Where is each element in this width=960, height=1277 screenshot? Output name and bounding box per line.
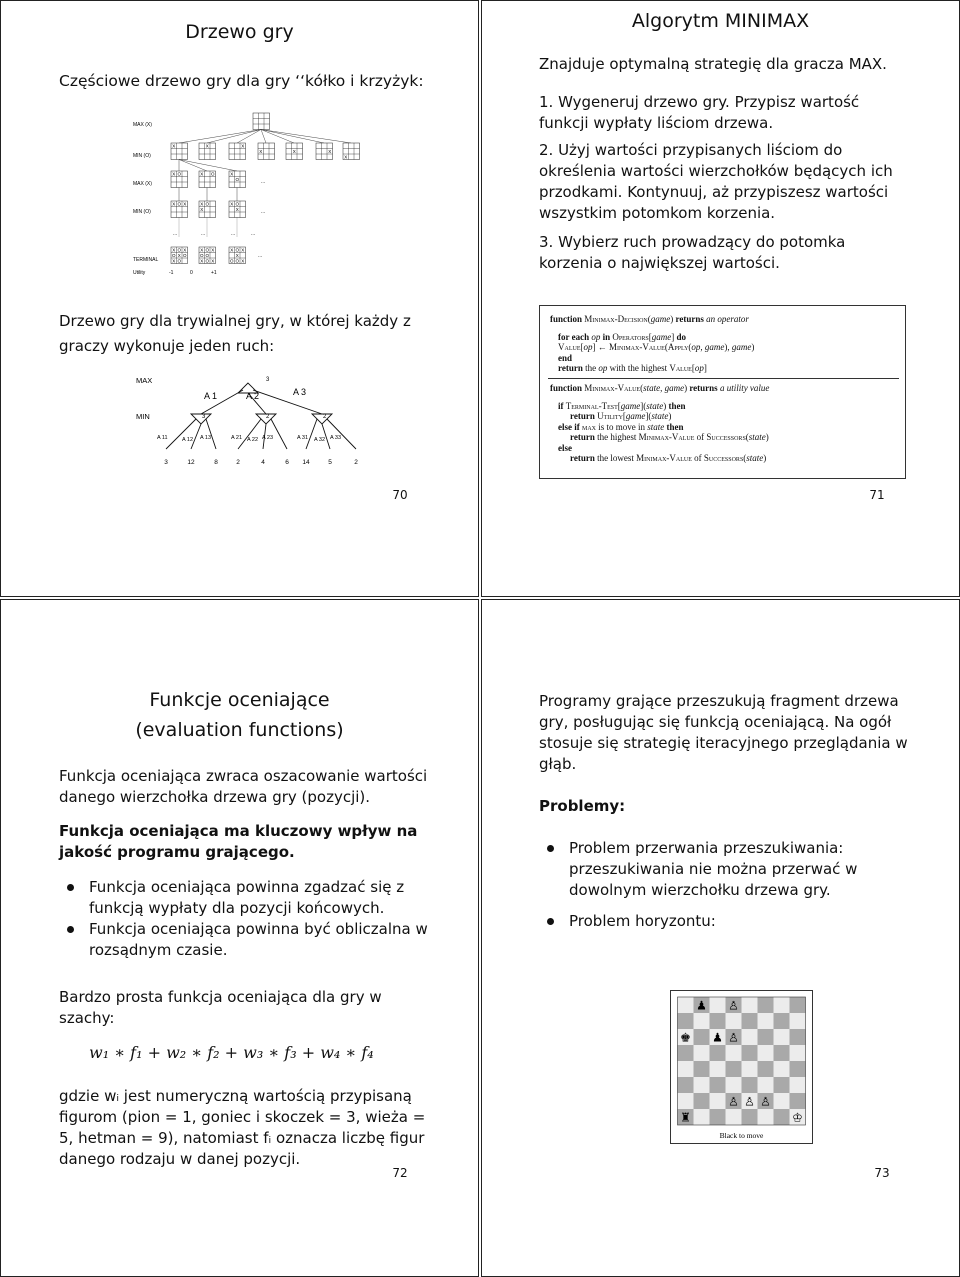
o-mark: O xyxy=(235,247,240,253)
board-square xyxy=(726,1045,742,1061)
board-square xyxy=(758,1077,774,1093)
x-mark: X xyxy=(200,201,204,207)
slide-title: Drzewo gry xyxy=(185,21,294,43)
white-king-icon: ♔ xyxy=(792,1110,803,1125)
board-square xyxy=(758,1029,774,1045)
list-item: Funkcja oceniająca powinna zgadzać się z funkcją wypłaty dla pozycji końcowych. xyxy=(59,877,439,919)
board-node xyxy=(253,113,270,130)
code-line: return Utility[game](state) xyxy=(570,411,672,421)
definition-text: Funkcja oceniająca zwraca oszacowanie wartości danego wierzchołka drzewa gry (pozycji). xyxy=(59,767,428,806)
board-square xyxy=(774,1077,790,1093)
pseudocode-box xyxy=(539,305,906,479)
board-square xyxy=(726,1013,742,1029)
move-label: A 1 xyxy=(204,391,218,401)
code-line: else xyxy=(558,442,572,453)
max-label: MAX xyxy=(136,376,153,385)
board-square xyxy=(758,1061,774,1077)
x-mark: X xyxy=(200,258,204,264)
board-square xyxy=(774,1029,790,1045)
page-number: 72 xyxy=(392,1166,408,1180)
board-node xyxy=(199,143,216,160)
x-mark: X xyxy=(235,206,239,212)
sub-move-label: A 23 xyxy=(262,435,274,441)
board-node xyxy=(199,247,216,264)
chessboard xyxy=(671,991,812,1143)
board-square xyxy=(742,1109,758,1125)
root-value: 3 xyxy=(266,377,270,383)
board-square xyxy=(774,1093,790,1109)
move-label: A 2 xyxy=(246,391,260,401)
board-node xyxy=(171,143,188,160)
list-item: Problem horyzontu: xyxy=(539,911,909,932)
code-line: function Minimax-Decision(game) returns an operator xyxy=(550,314,749,324)
board-node xyxy=(171,171,188,188)
board-square xyxy=(678,1093,694,1109)
o-mark: O xyxy=(177,258,182,264)
formula-explanation: gdzie wᵢ jest numeryczną wartością przypisaną figurom (pion = 1, goniec i skoczek = 3, wieża = 5, hetman = 9), natomiast fᵢ oznacza liczbę figur danego rodzaju w danej pozycji. xyxy=(59,1087,426,1168)
board-caption: Black to move xyxy=(719,1131,764,1140)
step-2: 2. Użyj wartości przypisanych liściom do określenia wartości wierzchołków będących ich przodkami. Kontynuuj, aż przypiszesz wartości wszystkim potomkom korzenia. xyxy=(539,141,893,222)
board-square xyxy=(742,1013,758,1029)
x-mark: X xyxy=(328,148,332,154)
board-square xyxy=(774,1045,790,1061)
board-square xyxy=(742,997,758,1013)
board-square xyxy=(694,1045,710,1061)
slide-title: Algorytm MINIMAX xyxy=(631,10,810,32)
edge xyxy=(261,130,294,144)
move-label: A 3 xyxy=(293,387,307,397)
x-mark: X xyxy=(230,171,234,177)
board-square xyxy=(694,1013,710,1029)
o-mark: O xyxy=(235,176,240,182)
board-square xyxy=(678,1061,694,1077)
board-node xyxy=(316,143,333,160)
board-square xyxy=(758,1045,774,1061)
min-label: MIN xyxy=(136,412,150,421)
code-line: Value[op] ← Minimax-Value(Apply(op, game), game) xyxy=(558,342,755,352)
intro-text: Znajduje optymalną strategię dla gracza MAX. xyxy=(539,55,887,73)
o-mark: O xyxy=(205,258,210,264)
white-pawn-icon: ♙ xyxy=(728,1094,739,1109)
code-line: return the lowest Minimax-Value of Successors(state) xyxy=(570,453,767,463)
board-square xyxy=(774,997,790,1013)
o-mark: O xyxy=(205,247,210,253)
edge xyxy=(271,419,287,449)
board-square xyxy=(710,1077,726,1093)
board-node xyxy=(199,171,216,188)
board-square xyxy=(710,1013,726,1029)
board-square xyxy=(790,1093,806,1109)
board-node xyxy=(229,143,246,160)
x-mark: X xyxy=(259,148,263,154)
level-label: MAX (X) xyxy=(133,122,152,128)
ellipsis: ... xyxy=(258,253,263,259)
board-square xyxy=(710,997,726,1013)
code-divider xyxy=(548,378,899,379)
requirements-list xyxy=(59,877,439,961)
sub-move-label: A 12 xyxy=(182,437,194,443)
x-mark: X xyxy=(183,247,187,253)
board-square xyxy=(710,1061,726,1077)
o-mark: O xyxy=(177,247,182,253)
x-mark: X xyxy=(172,171,176,177)
leaf-value: 8 xyxy=(214,459,218,466)
page-number: 70 xyxy=(392,488,408,502)
x-mark: X xyxy=(172,258,176,264)
problems-heading: Problemy: xyxy=(539,797,626,815)
code-line: end xyxy=(558,352,573,363)
board-square xyxy=(790,1029,806,1045)
ellipsis: ... xyxy=(231,231,236,237)
ellipsis: ... xyxy=(173,231,178,237)
tic-tac-toe-tree-diagram xyxy=(121,109,381,279)
board-node xyxy=(171,201,188,218)
x-mark: X xyxy=(241,143,245,149)
x-mark: X xyxy=(230,201,234,207)
min-value: 2 xyxy=(266,414,270,420)
ellipsis: ... xyxy=(261,179,266,185)
board-square xyxy=(790,1013,806,1029)
utility-value: 0 xyxy=(190,270,193,276)
white-pawn-icon: ♙ xyxy=(728,1030,739,1045)
page-number: 73 xyxy=(874,1166,890,1180)
o-mark: O xyxy=(229,258,234,264)
leaf-value: 12 xyxy=(187,459,195,466)
o-mark: O xyxy=(199,252,204,258)
black-pawn-icon: ♟ xyxy=(696,998,707,1013)
utility-value: -1 xyxy=(169,270,174,276)
x-mark: X xyxy=(230,247,234,253)
o-mark: O xyxy=(177,201,182,207)
code-line: return the op with the highest Value[op] xyxy=(558,363,707,373)
leaf-value: 6 xyxy=(285,459,289,466)
edge xyxy=(261,130,266,144)
code-line: if Terminal-Test[game](state) then xyxy=(558,400,686,411)
x-mark: X xyxy=(241,258,245,264)
level-label: MIN (O) xyxy=(133,209,151,215)
board-square xyxy=(790,1061,806,1077)
board-square xyxy=(774,1013,790,1029)
o-mark: O xyxy=(205,252,210,258)
board-square xyxy=(742,1061,758,1077)
x-mark: X xyxy=(211,258,215,264)
o-mark: O xyxy=(210,171,215,177)
board-square xyxy=(758,1109,774,1125)
edge xyxy=(207,130,261,144)
board-square xyxy=(774,1061,790,1077)
edge xyxy=(327,419,356,449)
evaluation-formula: w₁ ∗ f₁ + w₂ ∗ f₂ + w₃ ∗ f₃ + w₄ ∗ f₄ xyxy=(89,1043,374,1062)
ellipsis: ... xyxy=(251,231,256,237)
o-mark: O xyxy=(235,258,240,264)
problems-list xyxy=(539,838,909,932)
o-mark: O xyxy=(205,201,210,207)
board-square xyxy=(742,1077,758,1093)
board-node xyxy=(286,143,303,160)
board-square xyxy=(694,1109,710,1125)
minimax-tree-diagram xyxy=(126,369,371,469)
board-node xyxy=(258,143,275,160)
x-mark: X xyxy=(211,247,215,253)
board-square xyxy=(774,1109,790,1125)
list-item: Problem przerwania przeszukiwania: przeszukiwania nie można przerwać w dowolnym wierzchołku drzewa gry. xyxy=(539,838,909,901)
board-square xyxy=(710,1045,726,1061)
minimax-value-code xyxy=(550,383,900,464)
board-square xyxy=(742,1029,758,1045)
slide-70 xyxy=(0,0,479,597)
black-rook-icon: ♜ xyxy=(680,1110,691,1125)
board-square xyxy=(790,1045,806,1061)
slide-subtitle: (evaluation functions) xyxy=(135,719,344,741)
black-king-icon: ♚ xyxy=(680,1030,691,1045)
slide-72 xyxy=(0,599,479,1277)
board-square xyxy=(726,1109,742,1125)
black-pawn-icon: ♟ xyxy=(712,1030,723,1045)
x-mark: X xyxy=(172,247,176,253)
code-line: return the highest Minimax-Value of Successors(state) xyxy=(570,432,769,442)
edge xyxy=(206,419,216,449)
board-square xyxy=(694,1029,710,1045)
board-node xyxy=(229,171,246,188)
level-label: Utility xyxy=(133,270,146,276)
sub-move-label: A 22 xyxy=(247,437,259,443)
white-pawn-icon: ♙ xyxy=(744,1094,755,1109)
x-mark: X xyxy=(235,252,239,258)
leaf-value: 14 xyxy=(302,459,310,466)
leaf-value: 2 xyxy=(354,459,358,466)
sub-move-label: A 21 xyxy=(231,435,243,441)
level-label: TERMINAL xyxy=(133,257,159,263)
page-number: 71 xyxy=(869,488,885,502)
board-square xyxy=(678,1013,694,1029)
text-trivial-game: Drzewo gry dla trywialnej gry, w której każdy z graczy wykonuje jeden ruch: xyxy=(59,312,411,355)
code-line: function Minimax-Value(state, game) returns a utility value xyxy=(550,383,770,393)
x-mark: X xyxy=(241,247,245,253)
x-mark: X xyxy=(200,247,204,253)
x-mark: X xyxy=(172,201,176,207)
sub-move-label: A 33 xyxy=(330,435,342,441)
leaf-value: 2 xyxy=(236,459,240,466)
x-mark: X xyxy=(344,154,348,160)
emphasis-text: Funkcja oceniająca ma kluczowy wpływ na jakość programu grającego. xyxy=(59,822,418,861)
edge xyxy=(261,130,324,144)
board-square xyxy=(790,1077,806,1093)
ellipsis: ... xyxy=(201,231,206,237)
list-item: Funkcja oceniająca powinna być obliczalna w rozsądnym czasie. xyxy=(59,919,439,961)
o-mark: O xyxy=(171,252,176,258)
minimax-decision-code xyxy=(550,314,900,374)
min-value: 3 xyxy=(202,414,206,420)
edge xyxy=(166,419,196,449)
x-mark: X xyxy=(205,143,209,149)
board-square xyxy=(694,1077,710,1093)
x-mark: X xyxy=(183,201,187,207)
board-square xyxy=(726,1061,742,1077)
sub-move-label: A 32 xyxy=(314,437,326,443)
chessboard-figure xyxy=(670,990,813,1144)
x-mark: X xyxy=(200,171,204,177)
board-square xyxy=(694,1061,710,1077)
sub-move-label: A 13 xyxy=(200,435,212,441)
sub-move-label: A 11 xyxy=(157,435,168,441)
slide-71 xyxy=(481,0,960,597)
board-node xyxy=(343,143,360,160)
edge xyxy=(306,419,317,449)
board-square xyxy=(678,997,694,1013)
ellipsis: ... xyxy=(261,209,266,215)
step-1: 1. Wygeneruj drzewo gry. Przypisz wartość funkcji wypłaty liściom drzewa. xyxy=(539,93,860,132)
sub-move-label: A 31 xyxy=(297,435,309,441)
board-square xyxy=(758,1013,774,1029)
level-label: MIN (O) xyxy=(133,153,151,159)
o-mark: O xyxy=(235,201,240,207)
utility-value: +1 xyxy=(211,270,217,276)
chess-intro-text: Bardzo prosta funkcja oceniająca dla gry w szachy: xyxy=(59,988,382,1027)
board-square xyxy=(710,1109,726,1125)
min-value: 2 xyxy=(323,414,327,420)
board-square xyxy=(694,1093,710,1109)
edge xyxy=(238,419,261,449)
board-square xyxy=(758,997,774,1013)
level-label: MAX (X) xyxy=(133,181,152,187)
board-frame xyxy=(253,113,270,130)
edge xyxy=(179,160,207,172)
x-mark: X xyxy=(200,206,204,212)
min-node xyxy=(191,414,211,424)
board-node xyxy=(199,201,216,218)
board-node xyxy=(229,201,246,218)
board-square xyxy=(726,1077,742,1093)
edge xyxy=(261,130,351,144)
white-pawn-icon: ♙ xyxy=(728,998,739,1013)
x-mark: X xyxy=(177,252,181,258)
leaf-value: 5 xyxy=(328,459,332,466)
board-square xyxy=(742,1045,758,1061)
leaf-value: 4 xyxy=(261,459,265,466)
slide-73 xyxy=(481,599,960,1277)
board-square xyxy=(710,1093,726,1109)
min-node xyxy=(312,414,332,424)
board-square xyxy=(790,997,806,1013)
x-mark: X xyxy=(292,148,296,154)
o-mark: O xyxy=(177,171,182,177)
step-3: 3. Wybierz ruch prowadzący do potomka korzenia o największej wartości. xyxy=(539,233,846,272)
leaf-value: 3 xyxy=(164,459,168,466)
board-node xyxy=(171,247,188,264)
board-square xyxy=(678,1045,694,1061)
edge xyxy=(179,160,237,172)
x-mark: X xyxy=(172,143,176,149)
slide-title: Funkcje oceniające xyxy=(149,689,330,711)
o-mark: O xyxy=(182,252,187,258)
board-square xyxy=(678,1077,694,1093)
white-pawn-icon: ♙ xyxy=(760,1094,771,1109)
code-line: else if max is to move in state then xyxy=(558,421,684,432)
board-node xyxy=(229,247,246,264)
intro-text: Programy grające przeszukują fragment drzewa gry, posługując się funkcją oceniającą. Na ogół stosuje się strategię iteracyjnego przeglądania w głąb. xyxy=(539,692,908,773)
intro-text: Częściowe drzewo gry dla gry ‘‘kółko i krzyżyk: xyxy=(59,72,424,90)
code-line: for each op in Operators[game] do xyxy=(558,331,687,342)
